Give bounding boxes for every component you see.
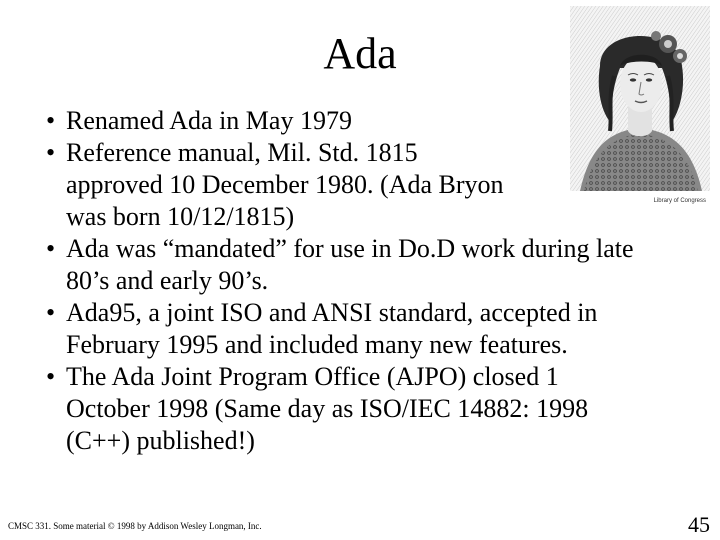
- bullet-list: [46, 105, 666, 457]
- bullet-item: [46, 105, 666, 137]
- bullet-text: Ada was “mandated” for use in Do.D work during late 80’s and early 90’s.: [66, 234, 634, 295]
- page-number: 45: [688, 512, 710, 537]
- bullet-marker: •: [46, 138, 56, 167]
- slide-title: Ada: [323, 29, 397, 78]
- bullet-text: Reference manual, Mil. Std. 1815 approved 10 December 1980. (Ada Bryon was born 10/12/1815): [66, 138, 504, 231]
- bullet-text: Renamed Ada in May 1979: [66, 106, 352, 135]
- bullet-item: [46, 233, 666, 297]
- bullet-marker: •: [46, 298, 56, 327]
- slide-footer: CMSC 331. Some material © 1998 by Addison Wesley Longman, Inc.: [8, 521, 262, 531]
- image-credit: Library of Congress: [653, 198, 706, 204]
- bullet-item: [46, 361, 666, 457]
- bullet-text: The Ada Joint Program Office (AJPO) closed 1 October 1998 (Same day as ISO/IEC 14882: 1998 (C++) published!): [66, 362, 589, 455]
- bullet-marker: •: [46, 362, 56, 391]
- bullet-marker: •: [46, 106, 56, 135]
- bullet-text: Ada95, a joint ISO and ANSI standard, accepted in February 1995 and included many new features.: [66, 298, 598, 359]
- bullet-item: [46, 297, 666, 361]
- bullet-item: [46, 137, 666, 233]
- bullet-marker: •: [46, 234, 56, 263]
